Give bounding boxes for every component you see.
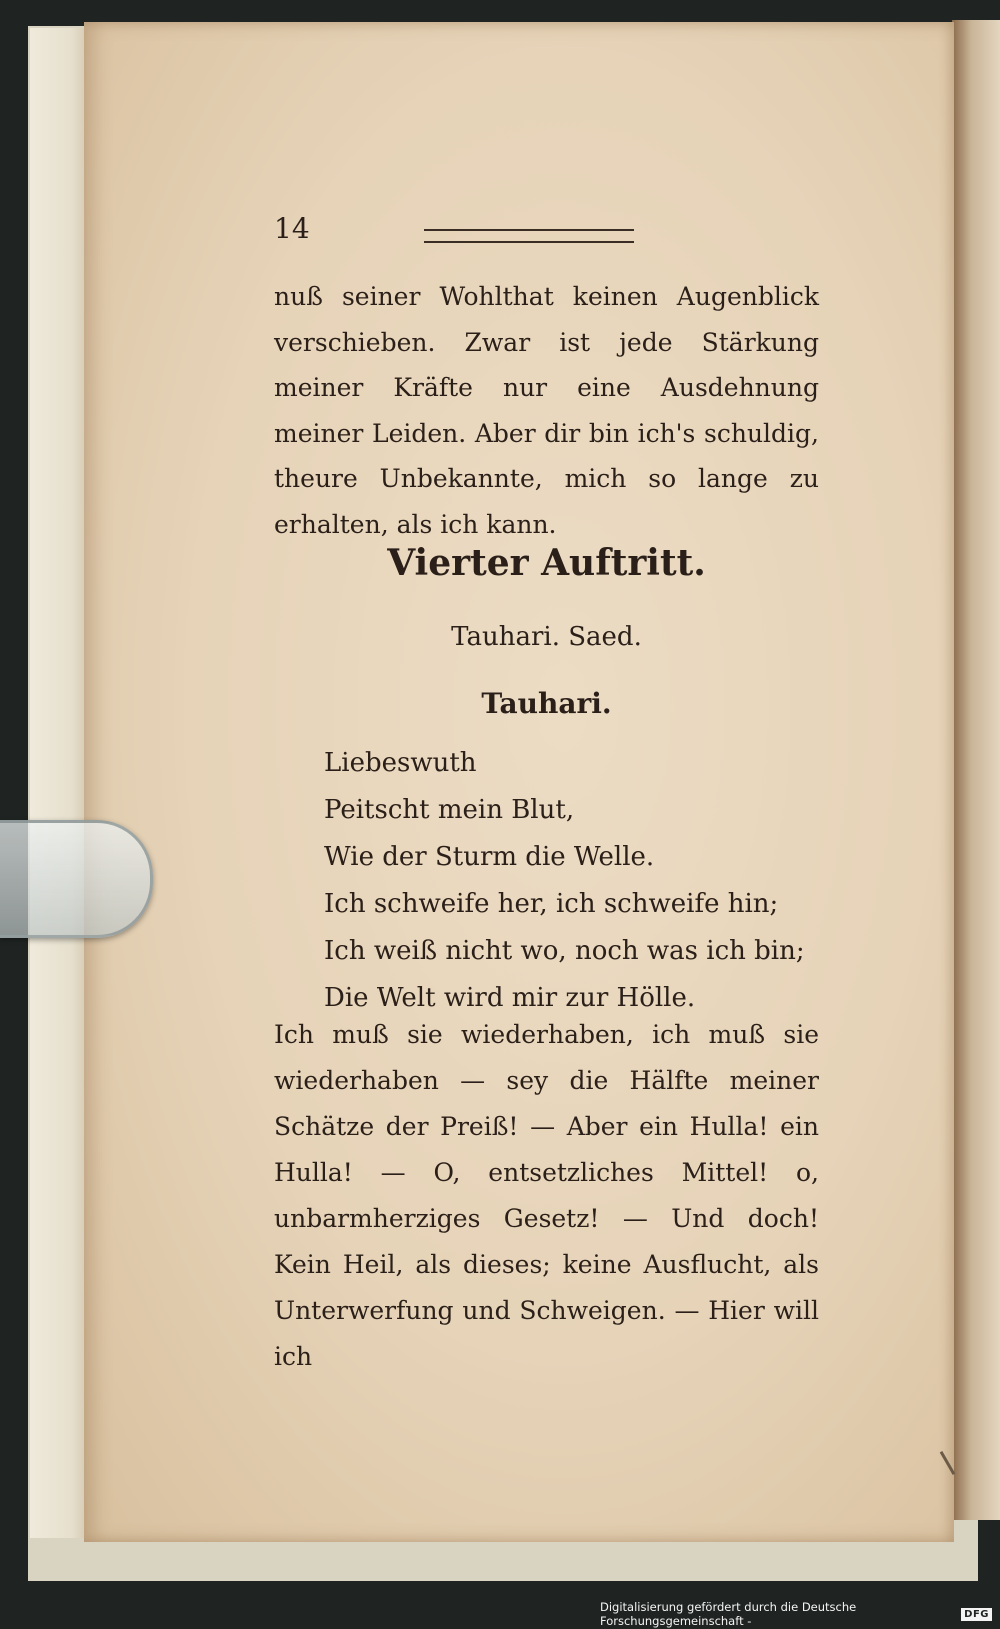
verse-line: Peitscht mein Blut,: [324, 795, 575, 825]
dfg-logo: DFG: [961, 1608, 992, 1621]
speaker-name: Tauhari.: [481, 687, 612, 720]
scene-heading: Vierter Auftritt.: [387, 542, 706, 584]
verse-line: Ich schweife her, ich schweife hin;: [324, 889, 779, 919]
verse-line: Die Welt wird mir zur Hölle.: [324, 983, 696, 1013]
header-rule: [424, 229, 634, 243]
credit-text: Digitalisierung gefördert durch die Deutsche Forschungsgemeinschaft -: [600, 1600, 857, 1628]
verse-line: Wie der Sturm die Welle.: [324, 842, 655, 872]
prose-before: nuß seiner Wohlthat keinen Augenblick verschieben. Zwar ist jede Stärkung meiner Kräfte nur eine Ausdehnung meiner Leiden. Aber dir bin ich's schuldig, theure Unbekannte, mich so lange zu erhalten, als ich kann.: [274, 282, 819, 539]
verse-line: Ich weiß nicht wo, noch was ich bin;: [324, 936, 805, 966]
prose-after: Ich muß sie wiederhaben, ich muß sie wiederhaben — sey die Hälfte meiner Schätze der Preiß! — Aber ein Hulla! ein Hulla! — O, entsetzliches Mittel! o, unbarmherziges Gesetz! — Und doch! Kein Heil, als dieses; keine Ausflucht, als Unterwerfung und Schweigen. — Hier will ich: [274, 1020, 819, 1371]
ink-mark: [940, 1451, 956, 1475]
right-page-edge: [952, 20, 1000, 1520]
verse-line: Liebeswuth: [324, 748, 477, 778]
page-clip: [0, 820, 153, 938]
cast-list: Tauhari. Saed.: [451, 622, 642, 652]
page-content: [274, 192, 914, 1371]
book-page: [84, 22, 954, 1542]
verse-block: [324, 740, 805, 1022]
footer-credit: [600, 1600, 992, 1628]
page-number: 14: [274, 212, 310, 245]
